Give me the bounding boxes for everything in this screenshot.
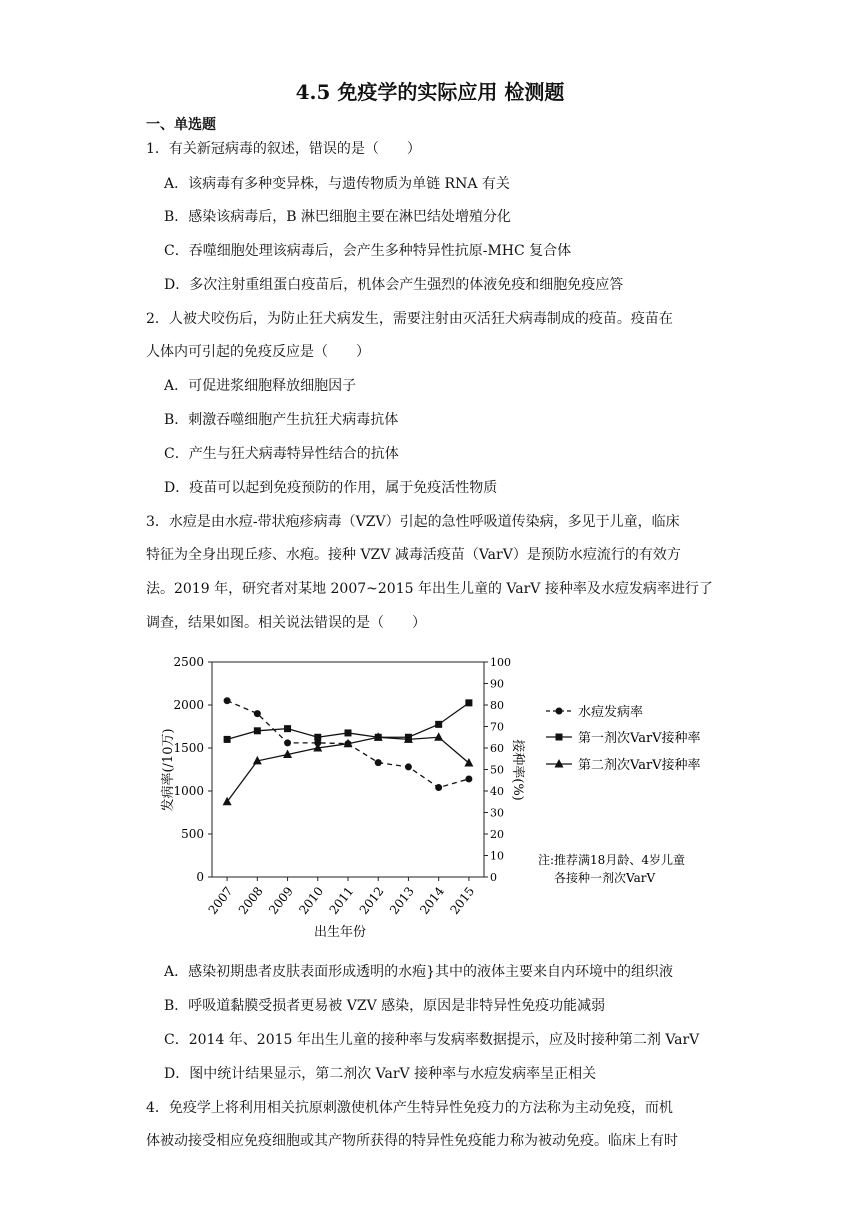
series-2-point [254, 727, 261, 734]
legend-marker-2 [556, 734, 563, 741]
x-axis-tick-label: 2009 [266, 884, 296, 917]
legend-marker-1 [556, 708, 563, 715]
series-1-point [465, 775, 472, 782]
chart-note-line1: 注:推荐满18月龄、4岁儿童 [538, 853, 685, 867]
right-axis-label: 接种率(%) [510, 739, 525, 801]
series-1-point [375, 759, 382, 766]
q1-option-a: A．该病毒有多种变异株，与遗传物质为单链 RNA 有关 [164, 176, 510, 192]
chart-note-line2: 各接种一剂次VarV [554, 871, 656, 885]
right-axis-tick-label: 70 [490, 720, 504, 734]
q2-option-c: C．产生与狂犬病毒特异性结合的抗体 [164, 446, 399, 462]
x-axis-tick-label: 2014 [417, 884, 448, 917]
right-axis-tick-label: 60 [490, 742, 504, 755]
q2-option-d: D．疫苗可以起到免疫预防的作用，属于免疫活性物质 [164, 480, 498, 496]
series-1-point [224, 697, 231, 704]
series-2-point [465, 699, 472, 706]
q1-option-d: D．多次注射重组蛋白疫苗后，机体会产生强烈的体液免疫和细胞免疫应答 [164, 277, 624, 293]
x-axis-label: 出生年份 [313, 925, 367, 940]
series-2-point [314, 734, 321, 741]
question-1-stem: 1．有关新冠病毒的叙述，错误的是（ ） [146, 141, 421, 157]
q1-option-c: C．吞噬细胞处理该病毒后，会产生多种特异性抗原-MHC 复合体 [164, 243, 572, 259]
q3-option-a: A．感染初期患者皮肤表面形成透明的水疱}其中的液体主要来自内环境中的组织液 [164, 964, 674, 980]
question-3-stem-line1: 3．水痘是由水痘-带状疱疹病毒（VZV）引起的急性呼吸道传染病，多见于儿童，临床 [146, 514, 680, 530]
series-1-point [405, 763, 412, 770]
series-1-point [284, 739, 291, 746]
series-2-point [345, 729, 352, 736]
right-axis-tick-label: 90 [490, 677, 504, 691]
q2-option-a: A．可促进浆细胞释放细胞因子 [164, 378, 357, 394]
legend-label-1: 水痘发病率 [578, 705, 644, 720]
left-axis-tick-label: 500 [181, 827, 204, 841]
plot-frame [212, 662, 484, 877]
left-axis-tick-label: 0 [196, 870, 204, 884]
page-title: 4.5 免疫学的实际应用 检测题 [295, 80, 565, 104]
right-axis-tick-label: 80 [490, 699, 504, 712]
question-4-stem-line2: 体被动接受相应免疫细胞或其产物所获得的特异性免疫能力称为被动免疫。临床上有时 [146, 1133, 678, 1149]
series-3-point [434, 732, 443, 741]
q2-option-b: B．刺激吞噬细胞产生抗狂犬病毒抗体 [164, 412, 399, 428]
right-axis-tick-label: 40 [490, 785, 504, 798]
right-axis-tick-label: 100 [490, 656, 511, 669]
left-axis-tick-label: 1000 [173, 784, 204, 798]
left-axis-tick-label: 2000 [173, 698, 204, 712]
question-3-stem-line3: 法。2019 年，研究者对某地 2007~2015 年出生儿童的 VarV 接种率及水痘发病率进行了 [146, 581, 713, 597]
q1-option-b: B．感染该病毒后，B 淋巴细胞主要在淋巴结处增殖分化 [164, 209, 512, 225]
series-2-point [224, 736, 231, 743]
left-axis-tick-label: 1500 [173, 741, 204, 755]
x-axis-tick-label: 2011 [326, 884, 357, 917]
question-2-stem-line2: 人体内可引起的免疫反应是（ ） [146, 344, 370, 360]
left-axis-tick-label: 2500 [173, 655, 204, 669]
series-1-point [435, 784, 442, 791]
q3-option-b: B．呼吸道黏膜受损者更易被 VZV 感染，原因是非特异性免疫功能减弱 [164, 998, 606, 1014]
series-3-point [464, 758, 473, 767]
legend-label-3: 第二剂次VarV接种率 [578, 758, 701, 773]
varv-chart [150, 648, 730, 948]
right-axis-tick-label: 0 [490, 871, 497, 884]
right-axis-tick-label: 30 [490, 806, 504, 820]
legend-marker-3 [555, 759, 564, 768]
x-axis-tick-label: 2010 [296, 884, 327, 917]
series-1-point [254, 710, 261, 717]
series-2-point [435, 721, 442, 728]
x-axis-tick-label: 2015 [447, 884, 478, 917]
q3-option-c: C．2014 年、2015 年出生儿童的接种率与发病率数据提示，应及时接种第二剂 VarV [164, 1032, 700, 1048]
right-axis-tick-label: 50 [490, 763, 504, 777]
question-4-stem-line1: 4．免疫学上将利用相关抗原刺激使机体产生特异性免疫力的方法称为主动免疫，而机 [146, 1100, 673, 1116]
right-axis-tick-label: 20 [490, 828, 504, 841]
q3-option-d: D．图中统计结果显示，第二剂次 VarV 接种率与水痘发病率呈正相关 [164, 1066, 597, 1082]
left-axis-label: 发病率(/10万) [161, 728, 176, 812]
x-axis-tick-label: 2012 [356, 884, 387, 917]
x-axis-tick-label: 2013 [386, 884, 417, 917]
x-axis-tick-label: 2008 [235, 884, 266, 917]
section-heading: 一、单选题 [146, 117, 216, 133]
question-3-stem-line2: 特征为全身出现丘疹、水疱。接种 VZV 减毒活疫苗（VarV）是预防水痘流行的有效方 [146, 547, 681, 563]
question-2-stem-line1: 2．人被犬咬伤后，为防止狂犬病发生，需要注射由灭活狂犬病毒制成的疫苗。疫苗在 [146, 311, 673, 327]
x-axis-tick-label: 2007 [205, 884, 236, 917]
right-axis-tick-label: 10 [490, 849, 504, 863]
legend-label-2: 第一剂次VarV接种率 [578, 731, 701, 746]
question-3-stem-line4: 调查，结果如图。相关说法错误的是（ ） [146, 615, 426, 631]
series-2-point [284, 725, 291, 732]
